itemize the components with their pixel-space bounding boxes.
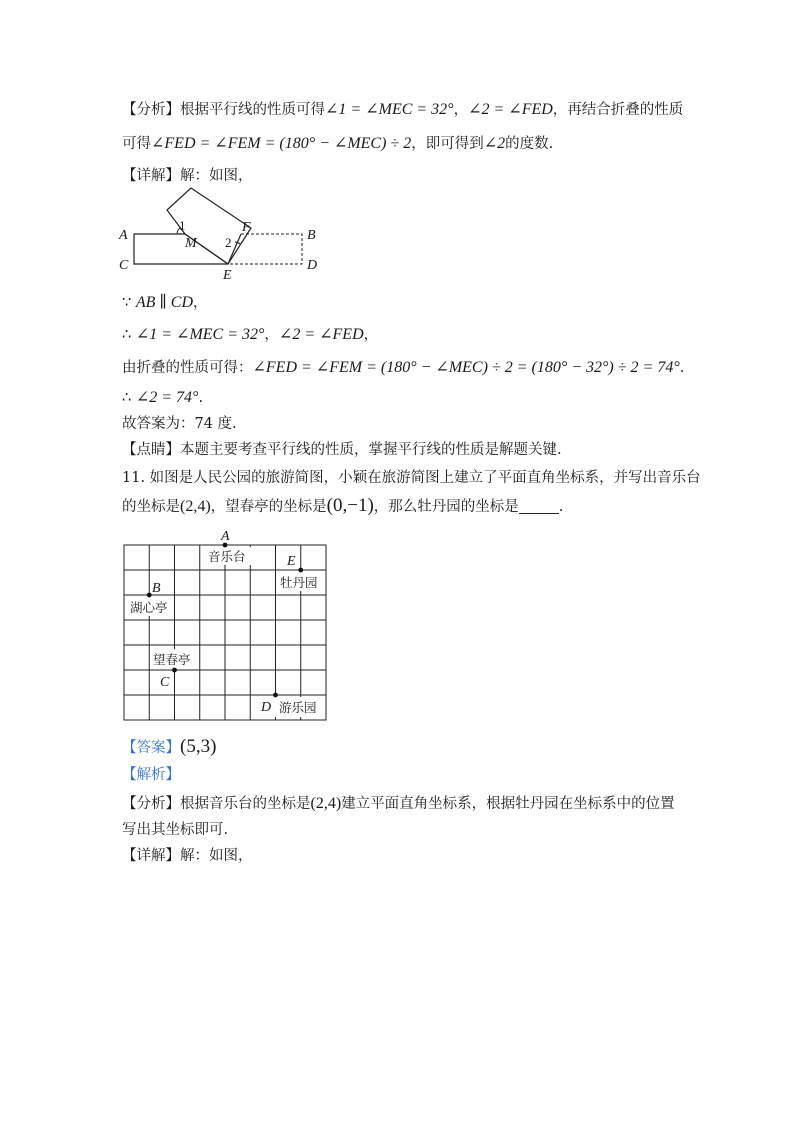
label-a: A [119,228,128,243]
label-music-stage: 音乐台 [208,549,246,564]
label-c: C [119,258,129,273]
step-line-1: ∵ AB ∥ CD， [122,294,208,311]
label-f: F [242,220,251,235]
label-b: B [307,228,316,243]
answer-blank [519,499,559,514]
park-grid-figure [120,526,330,724]
formula-angle2-ref: ∠2 [483,135,506,152]
answer-tag: 【答案】 [122,740,180,756]
label-m: M [185,236,197,251]
label-point-d: D [261,700,272,715]
label-d: D [307,258,318,273]
parallel-statement: AB ∥ CD [135,294,194,311]
point-e [298,568,303,573]
formula-angle2: ∠2 = ∠FED [468,101,553,118]
answer-line: 故答案为：74 度. [122,416,237,432]
question-11-line-1: 11. 如图是人民公园的旅游简图，小颖在旅游简图上建立了平面直角坐标系，并写出音乐台 [122,470,701,486]
label-angle-2: 2 [225,235,232,250]
fold-computation: ∠FED = ∠FEM = (180° − ∠MEC) ÷ 2 = (180° − 32°) ÷ 2 = 74° [252,359,680,376]
formula-fold: ∠FED = ∠FEM = (180° − ∠MEC) ÷ 2 [151,135,412,152]
analysis-11-line-1: 【分析】根据音乐台的坐标是(2,4)建立平面直角坐标系，根据牡丹园在坐标系中的位置 [122,795,675,812]
answer-11-line [122,737,216,758]
parse-tag: 【解析】 [122,767,180,783]
analysis-11-line-2: 写出其坐标即可. [122,822,229,838]
point-d [273,693,278,698]
label-angle-1: 1 [179,218,186,233]
label-e: E [223,268,232,282]
folding-figure [115,186,335,282]
step-line-2: ∴ ∠1 = ∠MEC = 32°，∠2 = ∠FED， [122,326,379,343]
comment-line: 【点睛】本题主要考查平行线的性质，掌握平行线的性质是解题关键. [122,442,562,458]
question-11-line-2: 的坐标是(2,4)，望春亭的坐标是(0,−1)，那么牡丹园的坐标是 . [122,495,564,516]
analysis-11-tag: 【分析】 [122,796,180,812]
label-point-e: E [287,554,296,569]
label-lake-pavilion: 湖心亭 [130,600,168,615]
analysis-line-2: 可得∠FED = ∠FEM = (180° − ∠MEC) ÷ 2，即可得到∠2的度数. [122,135,554,152]
detail-11-tag: 【详解】 [122,848,180,864]
point-c [172,668,177,673]
label-wangchun-pavilion: 望春亭 [153,652,191,667]
label-point-b: B [152,581,161,596]
step-line-3: 由折叠的性质可得：∠FED = ∠FEM = (180° − ∠MEC) ÷ 2 = (180° − 32°) ÷ 2 = 74°. [122,359,685,376]
label-point-a: A [221,529,230,544]
angle-2-arc [235,242,240,244]
analysis-line-1: 【分析】根据平行线的性质可得∠1 = ∠MEC = 32°，∠2 = ∠FED，再结合折叠的性质 [122,101,684,118]
comment-tag: 【点睛】 [122,442,180,458]
label-peony-garden: 牡丹园 [280,575,318,590]
label-point-c: C [160,675,170,690]
formula-angle1: ∠1 = ∠MEC = 32° [325,101,454,118]
analysis-tag: 【分析】 [122,102,180,118]
point-b [147,593,152,598]
detail-tag: 【详解】 [122,168,180,184]
rectangle-visible-edges [134,234,228,264]
detail-11-line: 【详解】解：如图， [122,848,253,864]
answer-value: (5,3) [180,736,217,757]
step-line-4: ∴ ∠2 = 74°. [122,389,204,406]
label-amusement-park: 游乐园 [279,700,317,715]
detail-line: 【详解】解：如图， [122,168,253,184]
